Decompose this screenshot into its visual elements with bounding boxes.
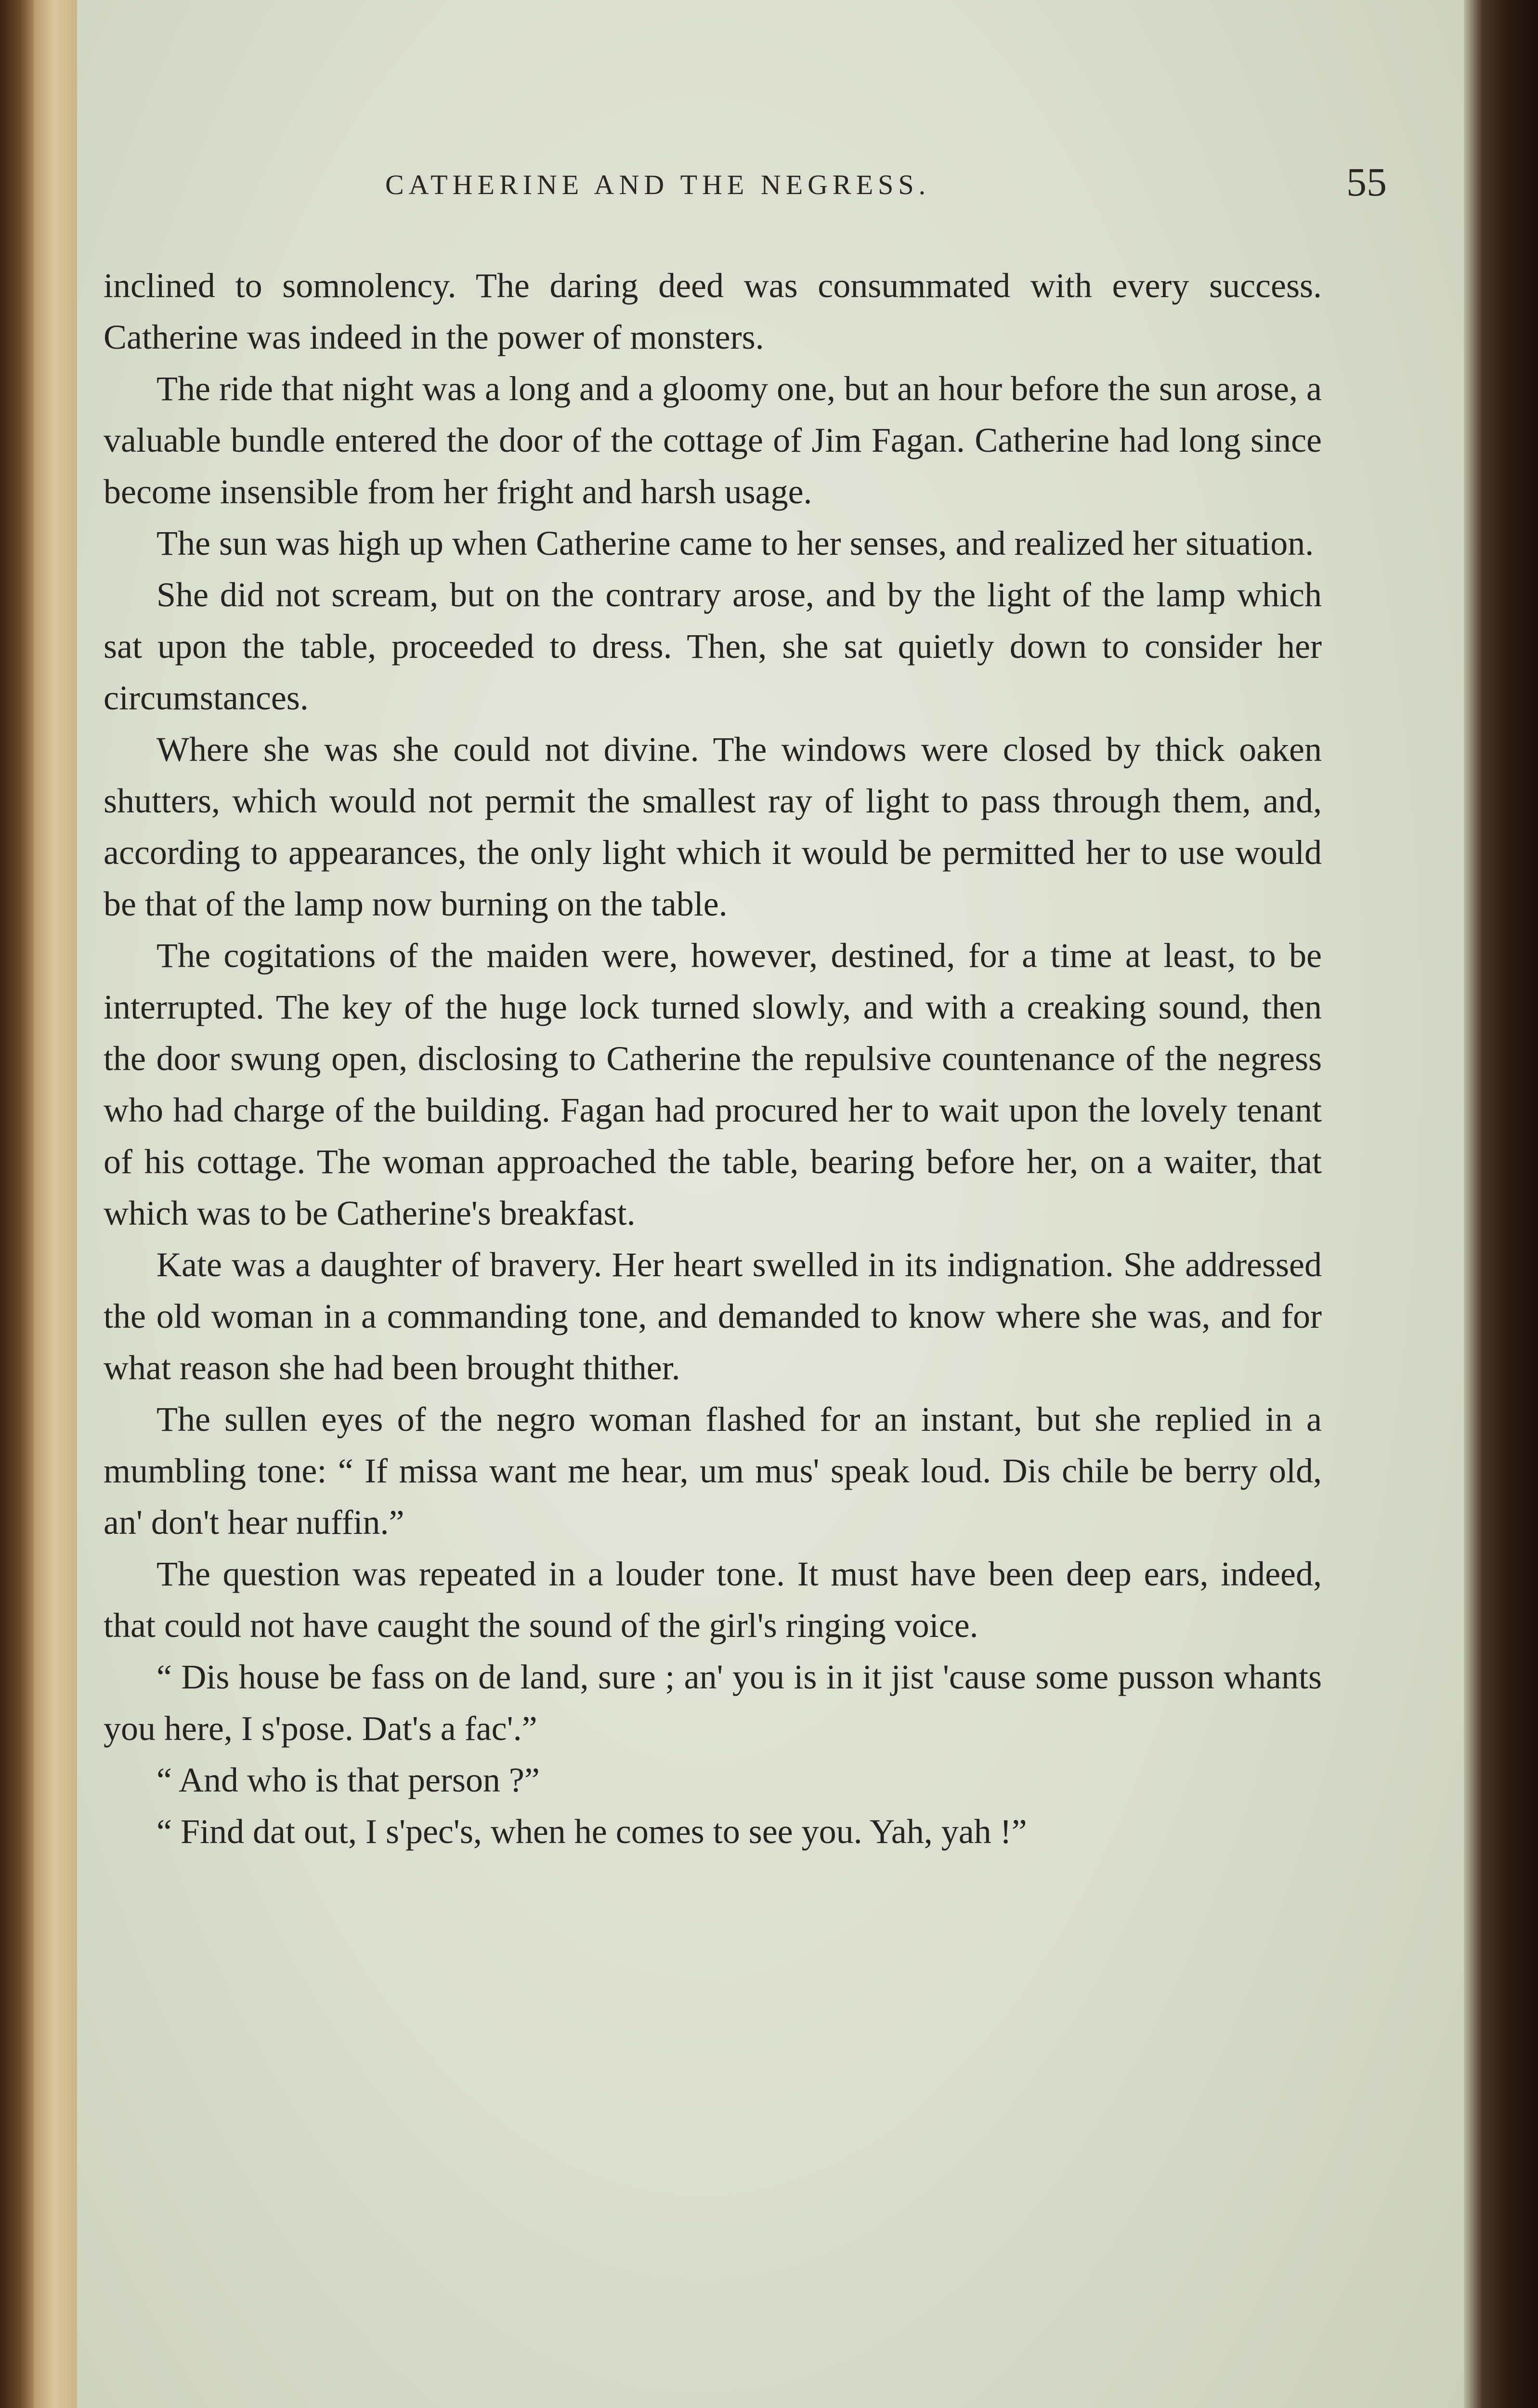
paragraph: She did not scream, but on the contrary arose, and by the light of the lamp which sat upon the table, proceeded to dress. Then, she sat quietly down to consider her circumstances. [104, 576, 1322, 717]
book-binding [0, 0, 34, 2408]
paragraph: The sullen eyes of the negro woman flashed for an instant, but she replied in a mumbling tone: “ If missa want me hear, um mus' speak loud. Dis chile be berry old, an' don't hear nuffin.” [104, 1400, 1322, 1542]
page-gutter [34, 0, 79, 2408]
paragraph: The sun was high up when Catherine came to her senses, and realized her situation. [156, 524, 1314, 563]
paragraph: The question was repeated in a louder tone. It must have been deep ears, indeed, that could not have caught the sound of the girl's ringing voice. [104, 1555, 1322, 1645]
paragraph: “ And who is that person ?” [156, 1761, 540, 1799]
running-head [96, 159, 1387, 217]
paragraph: The ride that night was a long and a gloomy one, but an hour before the sun arose, a valuable bundle entered the door of the cottage of Jim Fagan. Catherine had long since become insensible from her fright and harsh usage. [104, 369, 1322, 511]
paragraph: inclined to somnolency. The daring deed was consummated with every success. Catherine was indeed in the power of monsters. [104, 266, 1322, 356]
paragraph: “ Dis house be fass on de land, sure ; an' you is in it jist 'cause some pusson whants you here, I s'pose. Dat's a fac'.” [104, 1658, 1322, 1748]
paragraph: Where she was she could not divine. The windows were closed by thick oaken shutters, which would not permit the smallest ray of light to pass through them, and, according to appearances, the only light which it would be permitted her to use would be that of the lamp now burning on the table. [104, 730, 1322, 923]
page-edge-shadow [1464, 0, 1538, 2408]
page-number: 55 [1346, 160, 1387, 205]
running-title: CATHERINE AND THE NEGRESS. [385, 169, 931, 200]
paragraph: “ Find dat out, I s'pec's, when he comes to see you. Yah, yah !” [156, 1812, 1027, 1851]
paragraph: The cogitations of the maiden were, however, destined, for a time at least, to be interrupted. The key of the huge lock turned slowly, and with a creaking sound, then the door swung open, disclosing to Catherine the repulsive countenance of the negress who had charge of the building. Fagan had procured her to wait upon the lovely tenant of his cottage. The woman approached the table, bearing before her, on a waiter, that which was to be Catherine's breakfast. [104, 936, 1322, 1232]
paragraph: Kate was a daughter of bravery. Her heart swelled in its indignation. She addressed the old woman in a commanding tone, and demanded to know where she was, and for what reason she had been brought thither. [104, 1245, 1322, 1387]
body-text [104, 260, 1322, 1858]
